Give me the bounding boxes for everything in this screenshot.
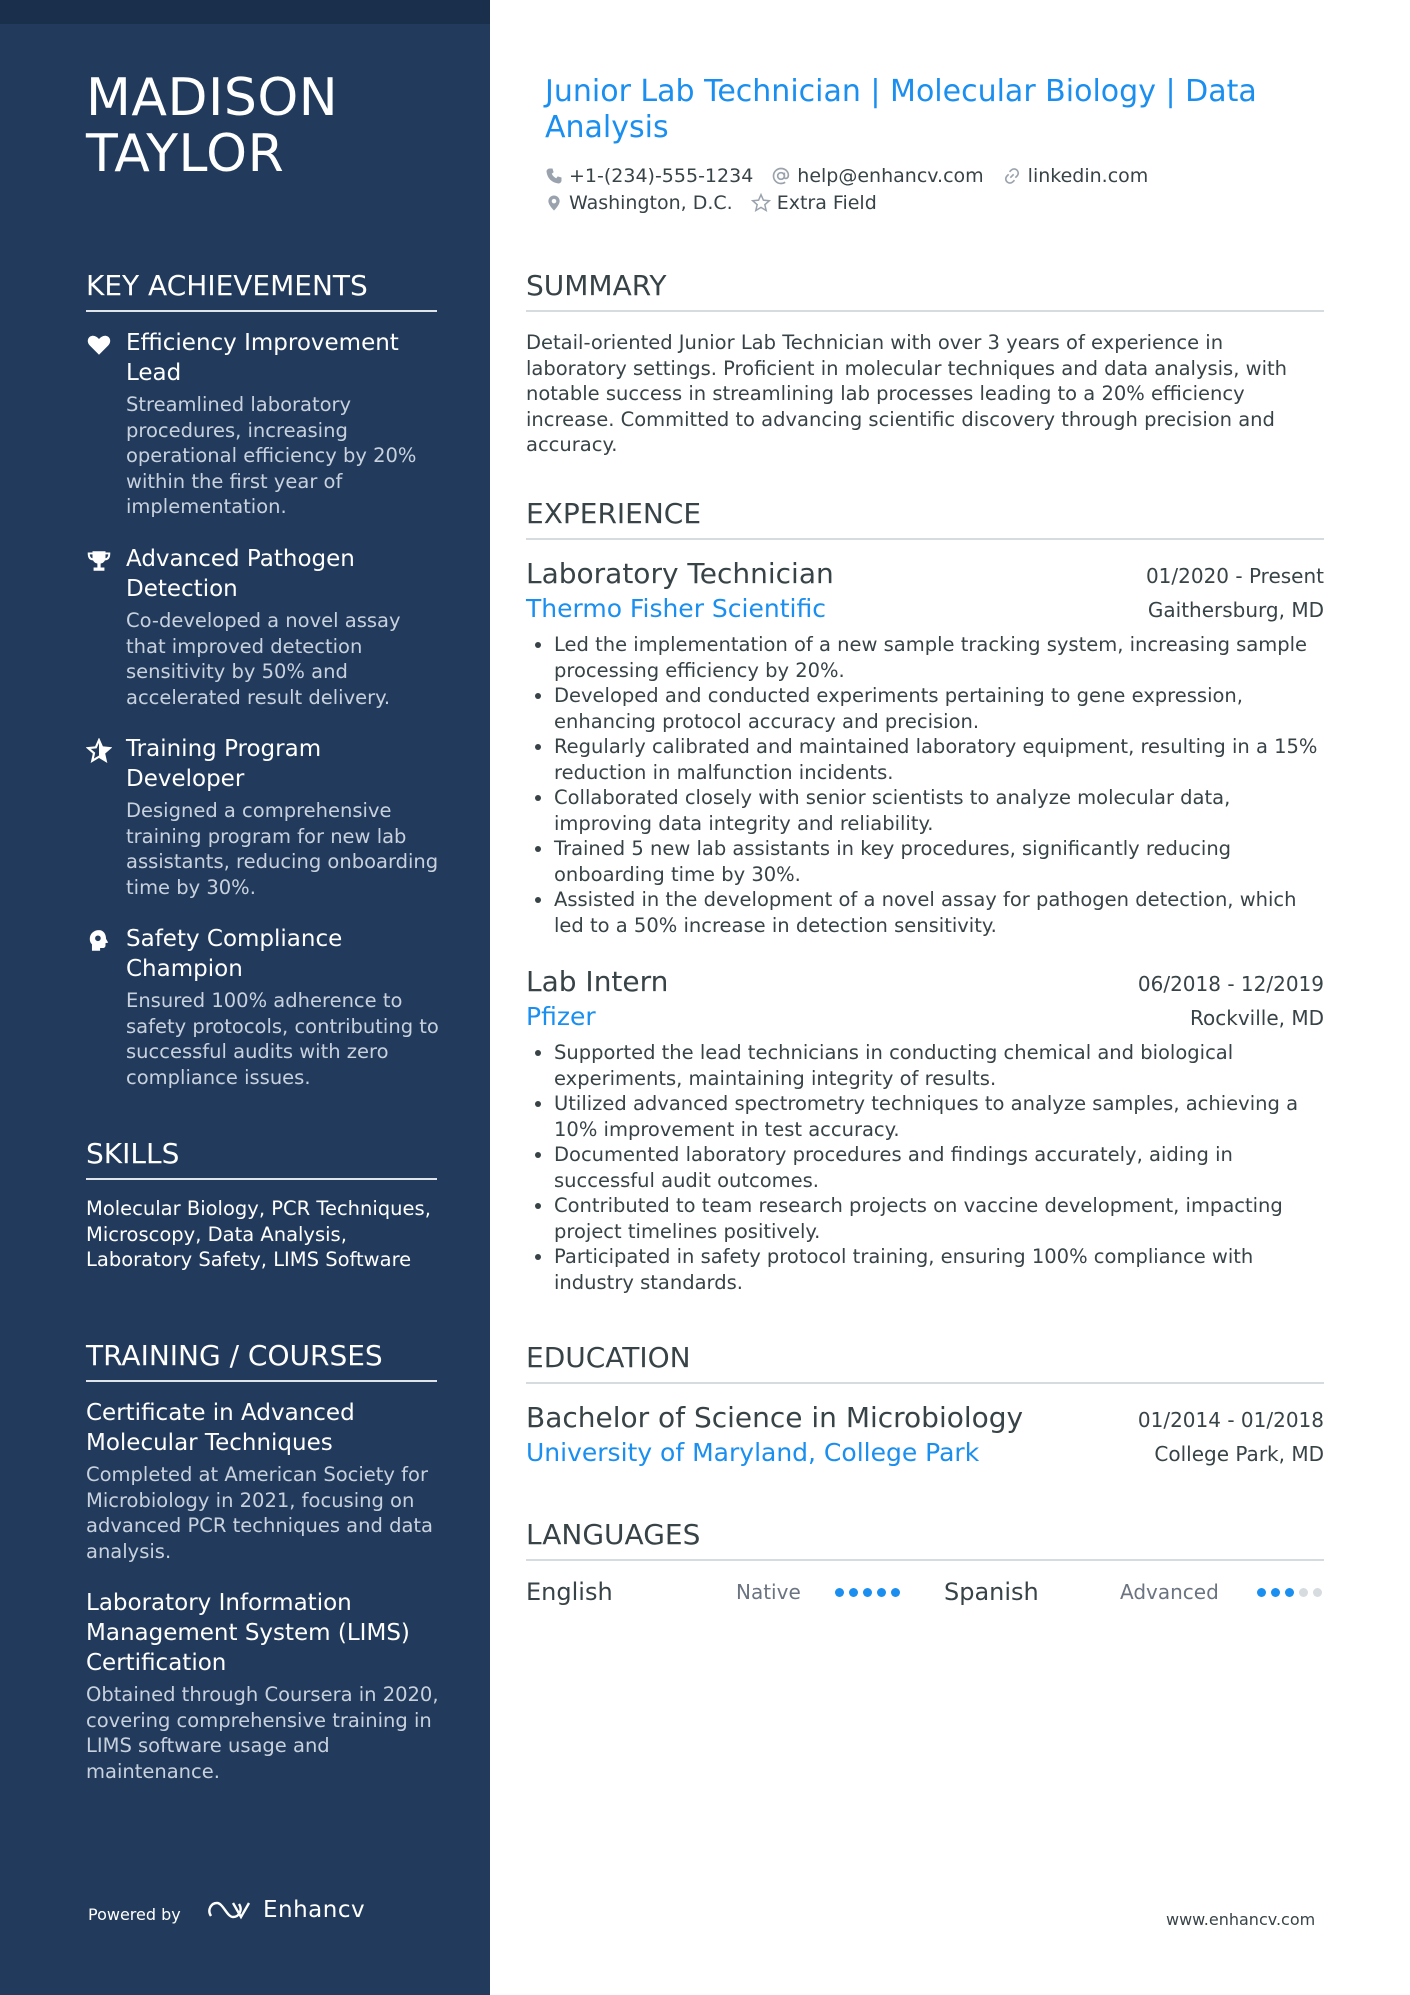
contact-location (545, 192, 733, 214)
contact-linkedin[interactable] (1002, 165, 1149, 187)
contact-phone[interactable] (545, 165, 753, 187)
extra-field-text: Extra Field (776, 192, 877, 214)
bullet-item: • Trained 5 new lab assistants in key procedures, significantly reducing onboarding time by 30%. (554, 836, 1324, 887)
job-location: Rockville, MD (1190, 1006, 1324, 1030)
achievements-heading: KEY ACHIEVEMENTS (86, 268, 437, 312)
rating-dot-empty (1313, 1588, 1322, 1597)
rating-dot-filled (877, 1588, 886, 1597)
bullet-item: • Led the implementation of a new sample tracking system, increasing sample processing efficiency by 20%. (554, 632, 1324, 683)
rating-dot-empty (1299, 1588, 1308, 1597)
enhancv-logo[interactable] (207, 1897, 365, 1923)
last-name: TAYLOR (86, 124, 285, 184)
language-level: Advanced (1120, 1580, 1219, 1604)
first-name: MADISON (86, 68, 339, 128)
bullet-item: • Assisted in the development of a novel assay for pathogen detection, which led to a 50% increase in detection sensitivity. (554, 887, 1324, 938)
language-rating (1252, 1588, 1322, 1597)
rating-dot-filled (891, 1588, 900, 1597)
rating-dot-filled (863, 1588, 872, 1597)
degree: Bachelor of Science in Microbiology (526, 1401, 1024, 1434)
company-name[interactable]: Pfizer (526, 1002, 596, 1031)
job-bullets (526, 1040, 1324, 1295)
phone-icon (545, 167, 563, 185)
job-location: Gaithersburg, MD (1147, 598, 1324, 622)
bullet-item: • Documented laboratory procedures and findings accurately, aiding in successful audit outcomes. (554, 1142, 1324, 1193)
language-item (526, 1578, 906, 1606)
rating-dot-filled (849, 1588, 858, 1597)
school-name[interactable]: University of Maryland, College Park (526, 1438, 980, 1467)
footer-url[interactable]: www.enhancv.com (1166, 1910, 1316, 1929)
location-text: Washington, D.C. (569, 192, 733, 214)
job-bullets (526, 632, 1324, 938)
course-title: Certificate in Advanced Molecular Techniques (86, 1400, 355, 1456)
phone-text: +1-(234)-555-1234 (569, 165, 754, 187)
language-name: English (526, 1578, 613, 1606)
education-entry (526, 1400, 1324, 1470)
achievement-desc: Designed a comprehensive training program for new lab assistants, reducing onboarding time by 30%. (126, 799, 439, 899)
linkedin-text: linkedin.com (1027, 165, 1149, 187)
achievement-desc: Co-developed a novel assay that improved detection sensitivity by 50% and accelerated result delivery. (126, 609, 401, 709)
brain-icon (86, 928, 112, 954)
course-desc: Completed at American Society for Microbiology in 2021, focusing on advanced PCR techniques and data analysis. (86, 1463, 433, 1563)
company-name[interactable]: Thermo Fisher Scientific (526, 594, 826, 623)
achievement-item (86, 924, 446, 1090)
brand-name: Enhancv (263, 1897, 366, 1923)
experience-heading: EXPERIENCE (526, 496, 1324, 540)
enhancv-logo-icon (207, 1898, 253, 1922)
heart-icon (86, 332, 112, 358)
headline: Junior Lab Technician | Molecular Biology | Data Analysis (545, 74, 1257, 145)
language-level: Native (736, 1580, 801, 1604)
summary-heading: SUMMARY (526, 268, 1324, 312)
rating-dot-filled (835, 1588, 844, 1597)
location-pin-icon (545, 193, 563, 213)
training-heading: TRAINING / COURSES (86, 1338, 437, 1382)
course-item (86, 1398, 446, 1564)
education-heading: EDUCATION (526, 1340, 1324, 1384)
skills-list: Molecular Biology, PCR Techniques, Microscopy, Data Analysis, Laboratory Safety, LIMS Software (86, 1197, 431, 1271)
achievement-desc: Ensured 100% adherence to safety protocols, contributing to successful audits with zero compliance issues. (126, 989, 439, 1089)
link-icon (1002, 166, 1022, 186)
achievement-desc: Streamlined laboratory procedures, increasing operational efficiency by 20% within the first year of implementation. (126, 393, 417, 518)
experience-entry (526, 556, 1324, 938)
email-text: help@enhancv.com (797, 165, 984, 187)
bullet-item: • Utilized advanced spectrometry techniques to analyze samples, achieving a 10% improvement in test accuracy. (554, 1091, 1324, 1142)
achievement-item (86, 328, 446, 520)
course-title: Laboratory Information Management System (LIMS) Certification (86, 1590, 410, 1676)
achievement-title: Safety Compliance Champion (126, 926, 343, 982)
language-rating (830, 1588, 900, 1597)
languages-heading: LANGUAGES (526, 1517, 1324, 1561)
education-location: College Park, MD (1154, 1442, 1324, 1466)
bullet-item: • Supported the lead technicians in conducting chemical and biological experiments, maintaining integrity of results. (554, 1040, 1324, 1091)
trophy-icon (86, 548, 112, 574)
bullet-item: • Contributed to team research projects on vaccine development, impacting project timelines positively. (554, 1193, 1324, 1244)
skills-heading: SKILLS (86, 1136, 437, 1180)
experience-entry (526, 964, 1324, 1295)
course-item (86, 1588, 446, 1784)
star-outline-icon (751, 193, 771, 213)
achievement-title: Advanced Pathogen Detection (126, 546, 355, 602)
rating-dot-filled (1271, 1588, 1280, 1597)
education-dates: 01/2014 - 01/2018 (1137, 1408, 1324, 1432)
achievement-item (86, 544, 446, 710)
job-dates: 06/2018 - 12/2019 (1137, 972, 1324, 996)
star-icon (86, 738, 112, 764)
rating-dot-filled (1285, 1588, 1294, 1597)
bullet-item: • Regularly calibrated and maintained laboratory equipment, resulting in a 15% reduction in malfunction incidents. (554, 734, 1324, 785)
achievement-title: Efficiency Improvement Lead (126, 330, 399, 386)
powered-by-label: Powered by (88, 1905, 181, 1924)
rating-dot-filled (1257, 1588, 1266, 1597)
job-title: Lab Intern (526, 965, 669, 998)
candidate-name (86, 70, 446, 182)
contact-row-1 (545, 165, 1166, 187)
contact-extra (751, 192, 877, 214)
sidebar-top-bar (0, 0, 490, 24)
contact-row-2 (545, 192, 895, 214)
summary-text: Detail-oriented Junior Lab Technician with over 3 years of experience in laboratory settings. Proficient in molecular techniques and data analysis, with notable success in streamlining lab processes leading to a 20% efficiency increase. Committed to advancing scientific discovery through precision and accuracy. (526, 331, 1287, 456)
at-icon (771, 166, 791, 186)
achievement-item (86, 734, 446, 900)
course-desc: Obtained through Coursera in 2020, covering comprehensive training in LIMS software usage and maintenance. (86, 1683, 439, 1783)
language-item (944, 1578, 1324, 1606)
achievement-title: Training Program Developer (126, 736, 322, 792)
bullet-item: • Collaborated closely with senior scientists to analyze molecular data, improving data integrity and reliability. (554, 785, 1324, 836)
contact-email[interactable] (771, 165, 983, 187)
job-dates: 01/2020 - Present (1145, 564, 1324, 588)
language-name: Spanish (944, 1578, 1039, 1606)
bullet-item: • Developed and conducted experiments pertaining to gene expression, enhancing protocol accuracy and precision. (554, 683, 1324, 734)
bullet-item: • Participated in safety protocol training, ensuring 100% compliance with industry standards. (554, 1244, 1324, 1295)
job-title: Laboratory Technician (526, 557, 834, 590)
